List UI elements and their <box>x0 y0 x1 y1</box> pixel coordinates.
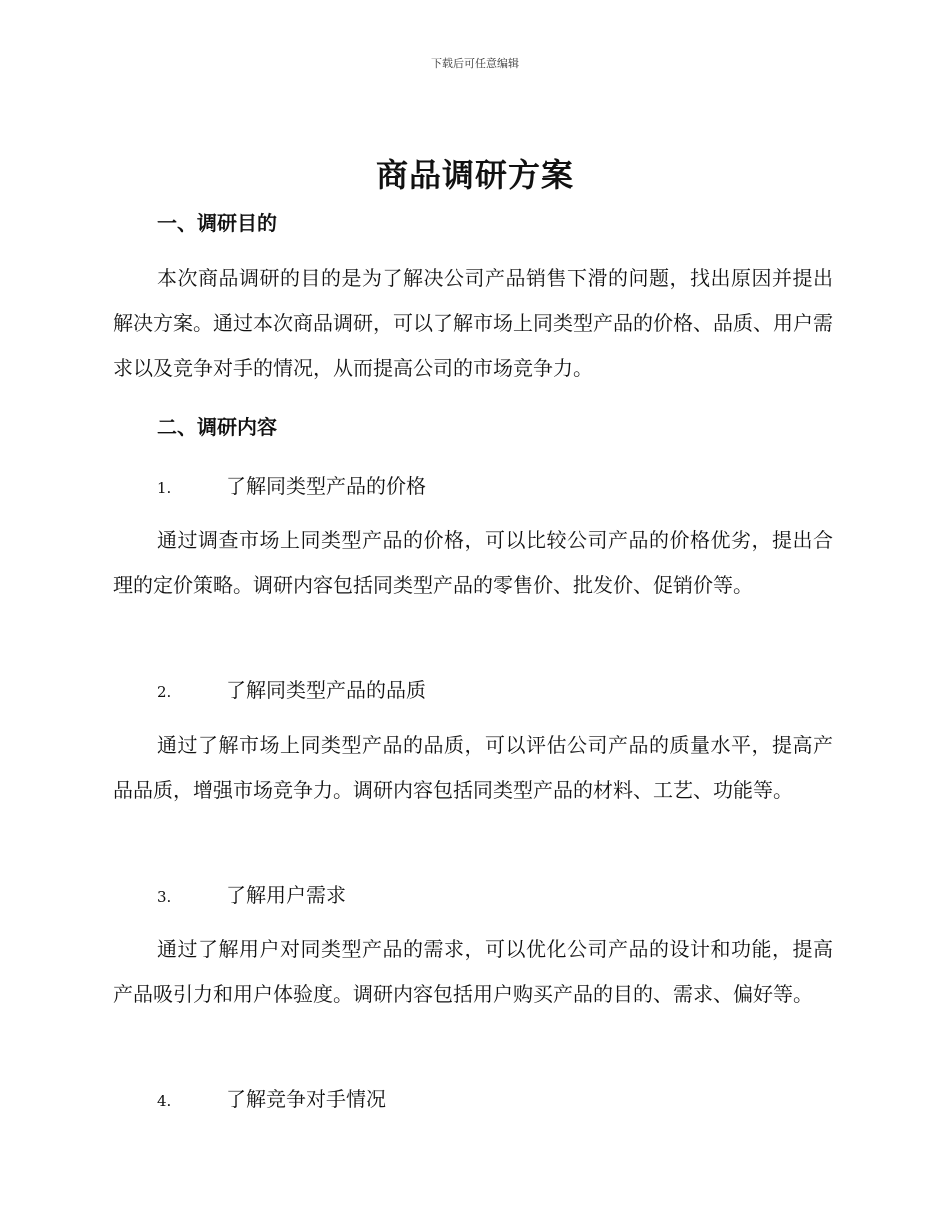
list-item-label: 了解同类型产品的价格 <box>226 474 426 498</box>
list-item-2 <box>157 674 426 703</box>
list-item-label: 了解同类型产品的品质 <box>226 678 426 702</box>
list-item-label: 了解竞争对手情况 <box>226 1087 386 1111</box>
list-item-4 <box>157 1083 386 1112</box>
purpose-paragraph: 本次商品调研的目的是为了解决公司产品销售下滑的问题，找出原因并提出解决方案。通过本次商品调研，可以了解市场上同类型产品的价格、品质、用户需求以及竞争对手的情况，从而提高公司的市场竞争力。 <box>113 266 833 380</box>
item-1-paragraph: 通过调查市场上同类型产品的价格，可以比较公司产品的价格优劣，提出合理的定价策略。调研内容包括同类型产品的零售价、批发价、促销价等。 <box>113 528 833 597</box>
header-note: 下载后可任意编辑 <box>431 57 519 70</box>
section-heading-purpose: 一、调研目的 <box>157 211 277 235</box>
section-heading-content: 二、调研内容 <box>157 415 277 439</box>
list-item-number: 2. <box>157 683 172 701</box>
list-item-number: 4. <box>157 1092 172 1110</box>
list-item-number: 3. <box>157 888 172 906</box>
document-title: 商品调研方案 <box>375 156 574 194</box>
item-2-paragraph: 通过了解市场上同类型产品的品质，可以评估公司产品的质量水平，提高产品品质，增强市场竞争力。调研内容包括同类型产品的材料、工艺、功能等。 <box>113 733 833 802</box>
list-item-3 <box>157 879 346 908</box>
list-item-label: 了解用户需求 <box>226 883 346 907</box>
list-item-number: 1. <box>157 479 172 497</box>
item-3-paragraph: 通过了解用户对同类型产品的需求，可以优化公司产品的设计和功能，提高产品吸引力和用户体验度。调研内容包括用户购买产品的目的、需求、偏好等。 <box>113 937 833 1006</box>
list-item-1 <box>157 470 426 499</box>
